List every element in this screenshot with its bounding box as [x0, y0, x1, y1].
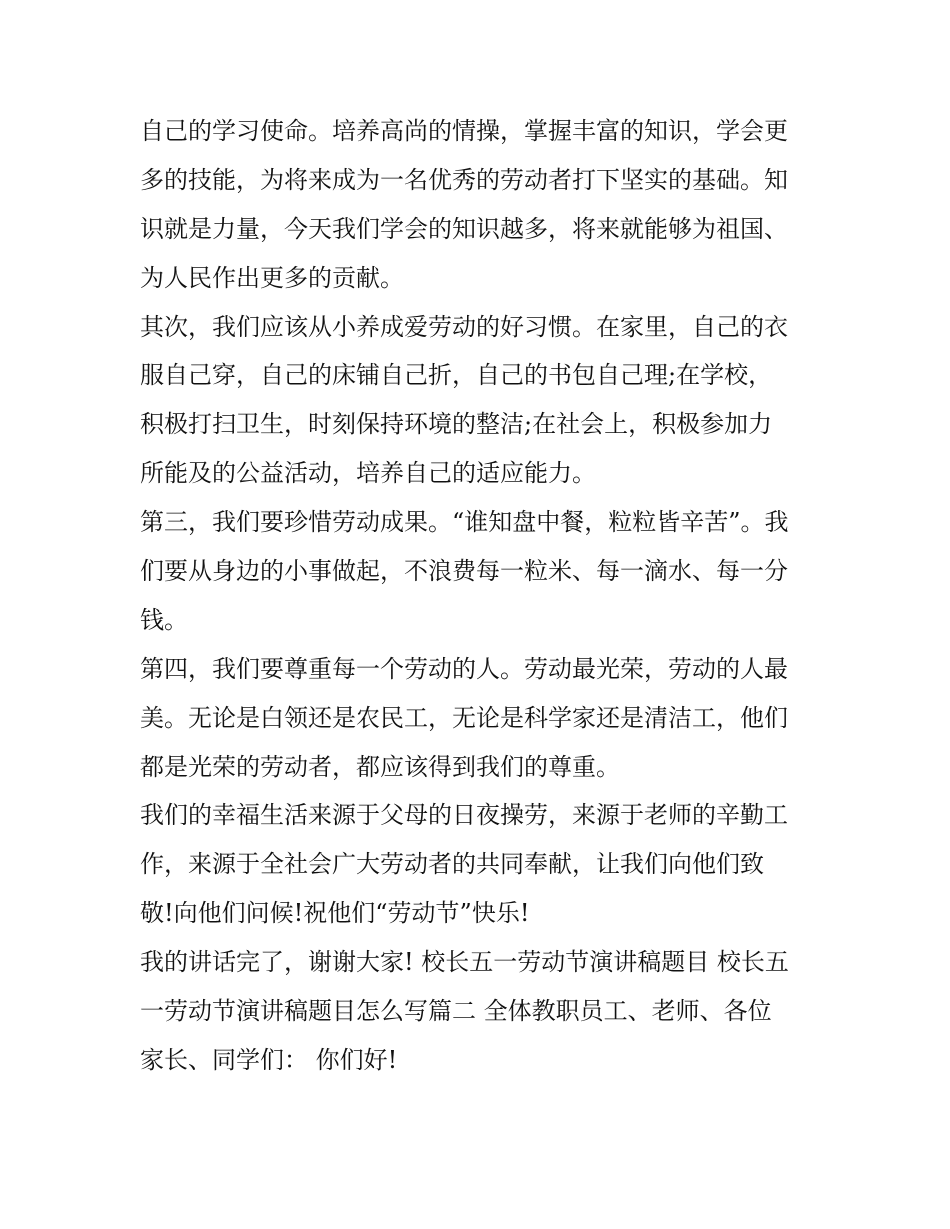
text-line: 为人民作出更多的贡献。 — [140, 263, 404, 292]
text-line: 自己的学习使命。培养高尚的情操，掌握丰富的知识，学会更 — [140, 117, 788, 145]
document-body — [140, 107, 830, 1085]
text-line: 们要从身边的小事做起，不浪费每一粒米、每一滴水、每一分 — [140, 557, 788, 586]
text-line: 第四，我们要尊重每一个劳动的人。劳动最光荣，劳动的人最 — [140, 654, 788, 683]
text-line: 其次，我们应该从小养成爱劳动的好习惯。在家里，自己的衣 — [140, 312, 788, 341]
text-line: 钱。 — [140, 605, 188, 634]
text-line: 家长、同学们： 你们好! — [140, 1045, 398, 1074]
text-line: 第三，我们要珍惜劳动成果。“谁知盘中餐，粒粒皆辛苦”。我 — [140, 508, 789, 537]
text-line: 所能及的公益活动，培养自己的适应能力。 — [140, 459, 596, 488]
text-line: 多的技能，为将来成为一名优秀的劳动者打下坚实的基础。知 — [140, 165, 788, 194]
text-line: 我们的幸福生活来源于父母的日夜操劳，来源于老师的辛勤工 — [140, 801, 788, 830]
text-line: 服自己穿，自己的床铺自己折，自己的书包自己理;在学校， — [140, 361, 773, 390]
text-line: 美。无论是白领还是农民工，无论是科学家还是清洁工，他们 — [140, 703, 788, 732]
text-line: 都是光荣的劳动者，都应该得到我们的尊重。 — [140, 752, 620, 781]
text-line: 识就是力量，今天我们学会的知识越多，将来就能够为祖国、 — [140, 214, 788, 243]
text-line: 积极打扫卫生，时刻保持环境的整洁;在社会上，积极参加力 — [140, 410, 773, 439]
text-line: 作，来源于全社会广大劳动者的共同奉献，让我们向他们致 — [140, 850, 764, 879]
text-line: 一劳动节演讲稿题目怎么写篇二 全体教职员工、老师、各位 — [140, 997, 772, 1026]
text-line: 敬!向他们问候!祝他们“劳动节”快乐! — [140, 899, 530, 928]
text-line: 我的讲话完了，谢谢大家! 校长五一劳动节演讲稿题目 校长五 — [140, 948, 789, 977]
